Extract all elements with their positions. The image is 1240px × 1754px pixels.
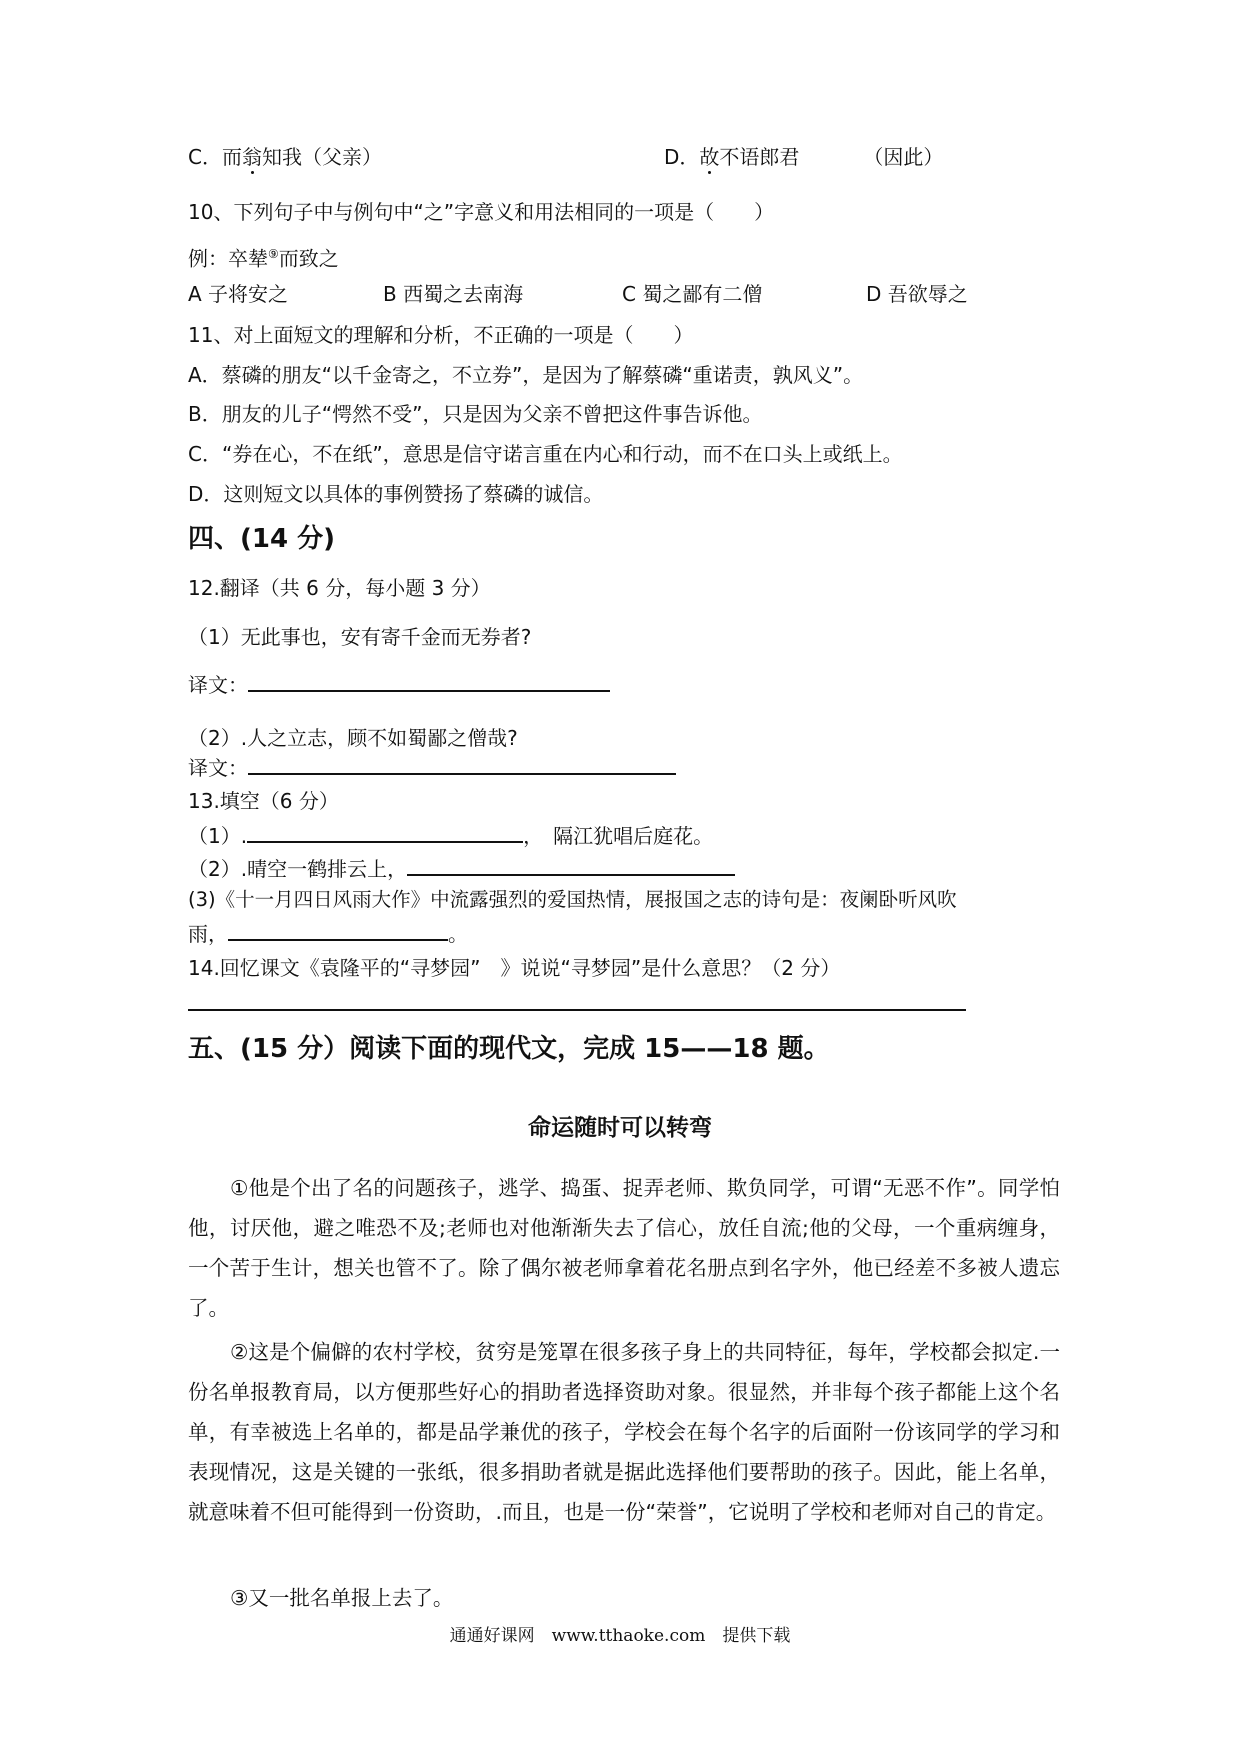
q11-option-a: A．蔡磷的朋友“以千金寄之，不立券”，是因为了解蔡磷“重诺责，孰风义”。 xyxy=(188,363,864,387)
article-paragraph-2: ②这是个偏僻的农村学校，贫穷是笼罩在很多孩子身上的共同特征，每年，学校都会拟定.一份名单报教育局，以方便那些好心的捐助者选择资助对象。很显然，并非每个孩子都能上这个名单，有幸被选上名单的，都是品学兼优的孩子，学校会在每个名字的后面附一份该同学的学习和表现情况，这是关键的一张纸，很多捐助者就是据此选择他们要帮助的孩子。因此，能上名单，就意味着不但可能得到一份资助，.而且，也是一份“荣誉”，它说明了学校和老师对自己的肯定。 xyxy=(188,1340,1060,1524)
fill-blank[interactable] xyxy=(228,919,448,941)
q12-answer1 xyxy=(188,670,610,699)
article-paragraph-3: ③又一批名单报上去了。 xyxy=(230,1586,454,1610)
answer-blank[interactable] xyxy=(248,670,610,692)
section5-heading: 五、(15 分）阅读下面的现代文，完成 15——18 题。 xyxy=(188,1034,830,1064)
q10-stem: 10、下列句子中与例句中“之”字意义和用法相同的一项是（ ） xyxy=(188,200,775,224)
q13-item3-line1: (3)《十一月四日风雨大作》中流露强烈的爱国热情，展报国之志的诗句是：夜阑卧听风吹 xyxy=(188,888,957,911)
q13-item2: （2）.晴空一鹤排云上， xyxy=(188,854,735,883)
emphasis-dot-char: 故 xyxy=(699,145,720,169)
q10-option-a: A 子将安之 xyxy=(188,282,289,306)
article-paragraph-1: ①他是个出了名的问题孩子，逃学、捣蛋、捉弄老师、欺负同学，可谓“无恶不作”。同学怕他，讨厌他，避之唯恐不及;老师也对他渐渐失去了信心，放任自流;他的父母，一个重病缠身，一个苦于生计，想关也管不了。除了偶尔被老师拿着花名册点到名字外，他已经差不多被人遗忘了。 xyxy=(188,1176,1060,1320)
q12-item2: （2）.人之立志，顾不如蜀鄙之僧哉? xyxy=(188,726,518,750)
answer-blank[interactable] xyxy=(248,753,676,775)
emphasis-dot-char: 翁 xyxy=(241,145,262,169)
q11-option-c: C．“券在心，不在纸”，意思是信守诺言重在内心和行动，而不在口头上或纸上。 xyxy=(188,442,903,466)
q10-option-d: D 吾欲辱之 xyxy=(866,282,968,306)
q13-item1: （1）. ， 隔江犹唱后庭花。 xyxy=(188,821,713,850)
answer-line[interactable] xyxy=(188,1009,966,1011)
answer-label: 译文： xyxy=(188,673,248,697)
q9-option-c: C．而翁知我（父亲） xyxy=(188,145,382,169)
section4-heading: 四、(14 分) xyxy=(188,524,335,554)
fill-blank[interactable] xyxy=(247,821,523,843)
q13-item3-line2: 雨， 。 xyxy=(188,919,468,948)
q11-stem: 11、对上面短文的理解和分析，不正确的一项是（ ） xyxy=(188,323,694,347)
q12-answer2 xyxy=(188,753,676,782)
answer-label: 译文： xyxy=(188,756,248,780)
q10-option-b: B 西蜀之去南海 xyxy=(383,282,524,306)
q11-option-b: B．朋友的儿子“愕然不受”，只是因为父亲不曾把这件事告诉他。 xyxy=(188,402,763,426)
page-footer: 通通好课网 www.tthaoke.com 提供下载 xyxy=(449,1626,791,1646)
q13-stem: 13.填空（6 分） xyxy=(188,789,339,813)
q10-option-c: C 蜀之鄙有二僧 xyxy=(622,282,763,306)
q14-stem: 14.回忆课文《袁隆平的“寻梦园” 》说说“寻梦园”是什么意思？（2 分） xyxy=(188,956,841,980)
fill-blank[interactable] xyxy=(407,854,735,876)
q9-option-d: D．故不语郎君 （因此） xyxy=(664,145,944,169)
q12-item1: （1）无此事也，安有寄千金而无券者? xyxy=(188,625,532,649)
q10-example: 例：卒辇⑨而致之 xyxy=(188,246,339,271)
q11-option-d: D．这则短文以具体的事例赞扬了蔡磷的诚信。 xyxy=(188,482,604,506)
q12-stem: 12.翻译（共 6 分，每小题 3 分） xyxy=(188,576,491,600)
article-title: 命运随时可以转弯 xyxy=(528,1115,712,1141)
